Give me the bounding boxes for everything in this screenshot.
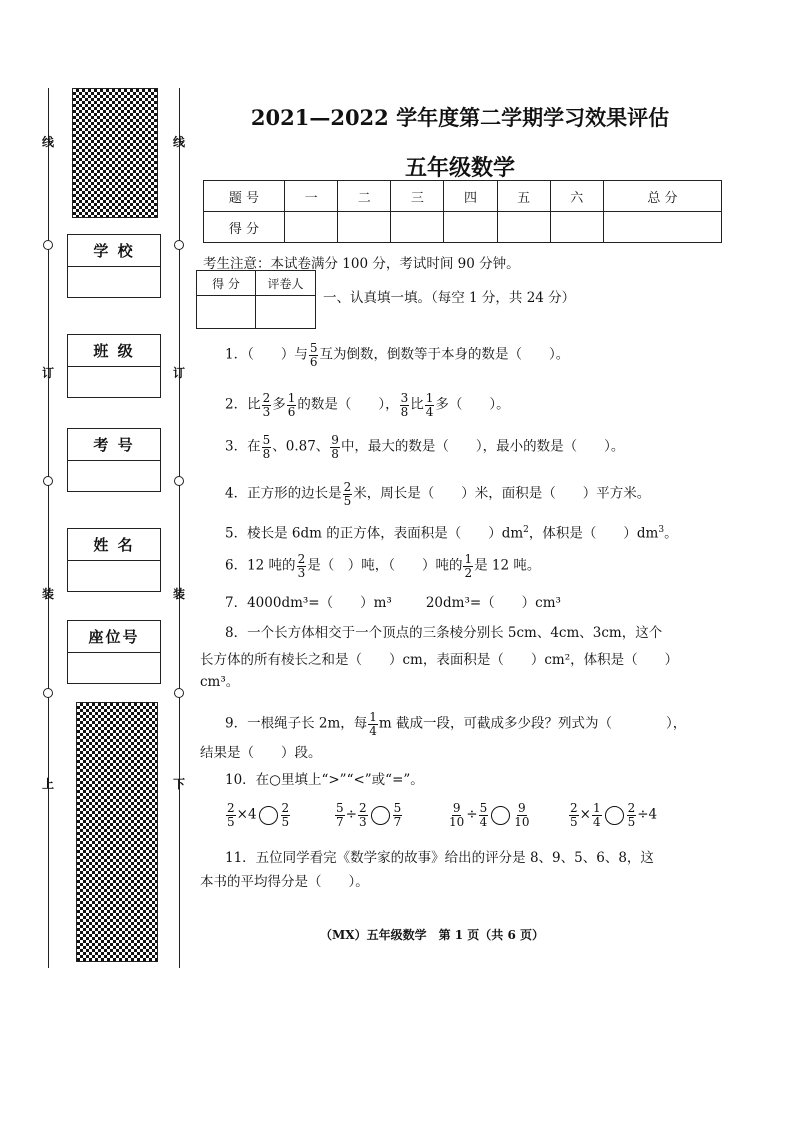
question-11-line-1: 11．五位同学看完《数学家的故事》给出的评分是 8、9、5、6、8，这 <box>225 850 654 866</box>
fraction: $\frac{1}{2}$ <box>464 552 473 580</box>
binding-line-left <box>48 88 49 968</box>
section-title: 一、认真填一填。（每空 1 分，共 24 分） <box>323 290 576 306</box>
seat-number-field[interactable] <box>67 620 161 684</box>
exam-title: 2021—2022 学年度第二学期学习效果评估 <box>250 105 670 130</box>
question-9: 9．一根绳子长 2m，每 $\frac{1}{4}$ m 截成一段，可截成多少段？列式为（ ）， <box>225 710 687 738</box>
score-input-cell[interactable] <box>391 212 444 243</box>
fraction: $\frac{1}{6}$ <box>287 391 296 419</box>
score-input-cell[interactable] <box>285 212 338 243</box>
score-table-cell: 五 <box>497 181 550 212</box>
score-input-cell[interactable] <box>338 212 391 243</box>
score-table-cell: 六 <box>550 181 603 212</box>
score-table-score-row <box>204 212 722 243</box>
fraction: $\frac{2}{3}$ <box>262 391 271 419</box>
question-6: 6．12 吨的 $\frac{2}{3}$ 是（ ）吨，（ ）吨的 $\frac{1}{2}$ 是 12 吨。 <box>225 552 541 580</box>
question-11-line-2: 本书的平均得分是（ ）。 <box>200 874 369 890</box>
compare-circle[interactable] <box>371 806 390 825</box>
binding-label-xian: 线 <box>42 135 55 149</box>
compare-expression-4: $\frac{2}{5}$ × $\frac{1}{4}$ $\frac{2}{5}$ ÷4 <box>570 801 658 829</box>
score-input-cell[interactable] <box>444 212 497 243</box>
question-5: 5．棱长是 6dm 的正方体，表面积是（ ）$dm^2$，体积是（ ）$dm^3$。 <box>225 525 678 542</box>
binding-label-zhuang-inner: 装 <box>173 587 186 601</box>
score-table-cell: 题 号 <box>204 181 285 212</box>
seat-number-label: 座位号 <box>68 621 160 653</box>
exam-notice: 考生注意：本试卷满分 100 分，考试时间 90 分钟。 <box>203 256 520 272</box>
fraction: $\frac{3}{8}$ <box>400 391 409 419</box>
binding-label-ding: 订 <box>42 366 55 380</box>
fraction: $\frac{1}{4}$ <box>369 710 377 738</box>
binding-label-xian-inner: 线 <box>173 135 186 149</box>
fraction: $\frac{5}{8}$ <box>262 433 271 461</box>
binding-hole <box>43 688 53 698</box>
compare-circle[interactable] <box>491 806 510 825</box>
score-table-cell: 四 <box>444 181 497 212</box>
binding-hole <box>174 476 184 486</box>
binding-label-ding-inner: 订 <box>173 366 186 380</box>
compare-expression-3: $\frac{9}{10}$ ÷ $\frac{5}{4}$ $\frac{9}{10}$ <box>449 801 530 829</box>
marker-score-label: 得 分 <box>197 271 256 296</box>
question-3: 3．在 $\frac{5}{8}$ 、0.87、 $\frac{9}{8}$ 中，最大的数是（ ），最小的数是（ ）。 <box>225 433 625 461</box>
marker-table <box>196 270 316 329</box>
binding-label-zhuang: 装 <box>42 587 55 601</box>
compare-circle[interactable] <box>259 806 278 825</box>
compare-expression-1: $\frac{2}{5}$ ×4 $\frac{2}{5}$ <box>227 801 290 829</box>
checker-pattern-bottom <box>76 702 158 962</box>
fraction: $\frac{2}{3}$ <box>297 552 306 580</box>
exam-number-label: 考 号 <box>68 429 160 461</box>
marker-grader-cell[interactable] <box>256 296 316 329</box>
page-footer: （MX）五年级数学 第 1 页（共 6 页） <box>320 928 545 942</box>
exam-subtitle: 五年级数学 <box>404 156 515 181</box>
fraction: $\frac{9}{8}$ <box>331 433 339 461</box>
question-8-line-3: cm³。 <box>200 674 240 690</box>
score-input-cell[interactable] <box>497 212 550 243</box>
name-field[interactable] <box>67 528 161 592</box>
score-table-cell: 得 分 <box>204 212 285 243</box>
exam-number-field[interactable] <box>67 428 161 492</box>
binding-hole <box>43 240 53 250</box>
fraction: $\frac{2}{5}$ <box>343 480 352 508</box>
class-label: 班 级 <box>68 335 160 367</box>
question-10-title: 10．在○里填上“>”“<”或“=”。 <box>225 772 424 788</box>
marker-grader-label: 评卷人 <box>256 271 316 296</box>
score-input-cell[interactable] <box>603 212 721 243</box>
fraction: $\frac{5}{6}$ <box>309 341 318 369</box>
score-table-cell: 总 分 <box>603 181 721 212</box>
binding-hole <box>174 240 184 250</box>
score-input-cell[interactable] <box>550 212 603 243</box>
score-table-cell: 三 <box>391 181 444 212</box>
score-table-header-row <box>204 181 722 212</box>
score-table-cell: 一 <box>285 181 338 212</box>
name-label: 姓 名 <box>68 529 160 561</box>
binding-hole <box>43 476 53 486</box>
compare-circle[interactable] <box>605 806 624 825</box>
compare-expression-2: $\frac{5}{7}$ ÷ $\frac{2}{3}$ $\frac{5}{7}$ <box>336 801 402 829</box>
question-1: 1．（ ）与 $\frac{5}{6}$ 互为倒数，倒数等于本身的数是（ ）。 <box>225 341 570 369</box>
question-7: 7．4000dm³=（ ）m³ 20dm³=（ ）cm³ <box>225 595 561 611</box>
marker-score-cell[interactable] <box>197 296 256 329</box>
question-8-line-2: 长方体的所有棱长之和是（ ）cm，表面积是（ ）cm²，体积是（ ） <box>200 652 679 668</box>
question-4: 4．正方形的边长是 $\frac{2}{5}$ 米，周长是（ ）米，面积是（ ）平方米。 <box>225 480 651 508</box>
fraction: $\frac{1}{4}$ <box>425 391 434 419</box>
class-field[interactable] <box>67 334 161 398</box>
checker-pattern-top <box>72 88 158 218</box>
binding-line-right <box>179 88 180 968</box>
question-2: 2．比 $\frac{2}{3}$ 多 $\frac{1}{6}$ 的数是（ ）， $\frac{3}{8}$ 比 $\frac{1}{4}$ 多（ ）。 <box>225 391 510 419</box>
question-9-line-2: 结果是（ ）段。 <box>200 745 322 761</box>
score-table-cell: 二 <box>338 181 391 212</box>
school-label: 学 校 <box>68 235 160 267</box>
score-table <box>203 180 722 243</box>
binding-label-xia-inner: 下 <box>173 777 186 791</box>
school-field[interactable] <box>67 234 161 298</box>
binding-hole <box>174 688 184 698</box>
binding-label-shang: 上 <box>42 777 55 791</box>
question-8-line-1: 8．一个长方体相交于一个顶点的三条棱分别长 5cm、4cm、3cm，这个 <box>225 625 663 641</box>
